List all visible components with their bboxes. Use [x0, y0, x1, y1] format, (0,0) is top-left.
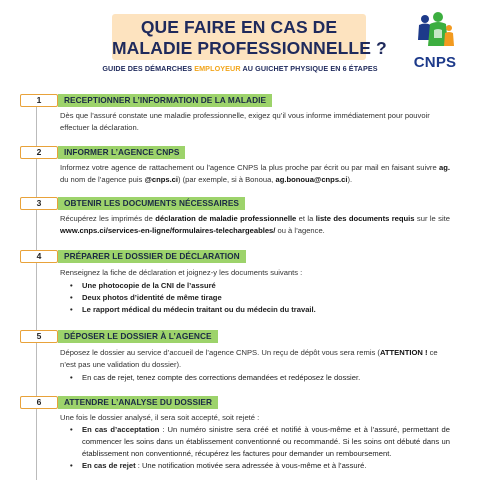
step-number-badge: 3 — [20, 197, 58, 210]
cnps-logo — [408, 10, 462, 70]
text-part: Récupérez les imprimés de — [60, 214, 156, 223]
step-heading: PRÉPARER LE DOSSIER DE DÉCLARATION — [58, 250, 246, 263]
outcome-label: En cas de rejet — [82, 461, 136, 470]
outcome-text: : Une notification motivée sera adressée à vous-même et à l’assuré. — [135, 461, 367, 470]
warning-label: ATTENTION ! — [379, 348, 428, 357]
text-part: Informez votre agence de rattachement ou l’agence CNPS la plus proche par écrit ou par mail en faisant suivre — [60, 163, 440, 172]
step-number-badge: 5 — [20, 330, 58, 343]
step-number-badge: 2 — [20, 146, 58, 159]
text-part: Déposez le dossier au service d’accueil de l’agence CNPS. Un reçu de dépôt vous sera remis ( — [60, 348, 380, 357]
text-part: du nom de l’agence puis — [60, 175, 145, 184]
list-item-text: Une photocopie de la CNI de l’assuré — [82, 281, 216, 290]
step-text — [60, 162, 450, 186]
text-part: ou à l’agence. — [275, 226, 325, 235]
family-logo-icon — [416, 10, 456, 50]
list-item-rejection — [70, 460, 450, 472]
list-item-acceptance — [70, 424, 450, 460]
step-number-badge: 1 — [20, 94, 58, 107]
text-part: sur le site — [414, 214, 450, 223]
step-heading: DÉPOSER LE DOSSIER À L’AGENCE — [58, 330, 218, 343]
outcome-list — [70, 424, 450, 472]
step-text — [60, 347, 450, 371]
step-text — [60, 213, 450, 237]
text-part: ce n’est pas une validation du dossier). — [60, 348, 438, 369]
step-text: Une fois le dossier analysé, il sera soit accepté, soit rejeté : — [60, 413, 260, 422]
email-address: ag.bonoua@cnps.ci — [275, 175, 348, 184]
text-part: ). — [347, 175, 353, 184]
step-text: Renseignez la fiche de déclaration et joignez-y les documents suivants : — [60, 268, 303, 277]
subtitle-part: GUIDE DES DÉMARCHES — [102, 64, 195, 73]
document-list — [70, 280, 450, 316]
step-heading: RECEPTIONNER L’INFORMATION DE LA MALADIE — [58, 94, 272, 107]
step-number-badge: 6 — [20, 396, 58, 409]
rejection-note-list — [70, 372, 450, 384]
text-bold: @cnps.ci — [144, 175, 179, 184]
website-link[interactable]: www.cnps.ci/services-en-ligne/formulaires-telechargeables/ — [60, 226, 276, 235]
list-item — [70, 292, 450, 304]
logo-wordmark: CNPS — [413, 54, 457, 71]
list-item — [70, 304, 450, 316]
text-part: ) (par exemple, si à Bonoua, — [178, 175, 276, 184]
step-text: Dès que l’assuré constate une maladie professionnelle, exigez qu’il vous informe immédiatement pour pouvoir effectuer la déclaration. — [60, 111, 430, 132]
outcome-label: En cas d’acceptation — [82, 425, 160, 434]
header — [0, 0, 480, 84]
step-number-badge: 4 — [20, 250, 58, 263]
text-bold: liste des documents requis — [315, 214, 415, 223]
page-title-line-1: QUE FAIRE EN CAS DE — [140, 17, 338, 37]
step-heading: INFORMER L’AGENCE CNPS — [58, 146, 185, 159]
list-item-text: Le rapport médical du médecin traitant ou du médecin du travail. — [82, 305, 316, 314]
subtitle-accent: EMPLOYEUR — [194, 64, 241, 73]
step-heading: OBTENIR LES DOCUMENTS NÉCESSAIRES — [58, 197, 245, 210]
list-item — [70, 280, 450, 292]
text-part: et la — [296, 214, 316, 223]
list-item: • En cas de rejet, tenez compte des corrections demandées et redéposez le dossier. — [70, 372, 450, 384]
subtitle-part: AU GUICHET PHYSIQUE EN 6 ÉTAPES — [240, 64, 378, 73]
text-bold: déclaration de maladie professionnelle — [155, 214, 297, 223]
outcome-text: : Un numéro sinistre sera créé et notifié à vous-même et à l’assuré, permettant de commencer les soins dans un établissement conventionné ou recommandé. Si les soins ont débuté dans un établissement non conventionné, récupérez les factures pour demander un remboursement. — [82, 425, 450, 458]
list-item-text: Deux photos d’identité de même tirage — [82, 293, 222, 302]
page-title-line-2: MALADIE PROFESSIONNELLE ? — [112, 38, 387, 58]
text-bold: ag. — [439, 163, 450, 172]
page-subtitle — [60, 64, 420, 73]
step-heading: ATTENDRE L’ANALYSE DU DOSSIER — [58, 396, 218, 409]
